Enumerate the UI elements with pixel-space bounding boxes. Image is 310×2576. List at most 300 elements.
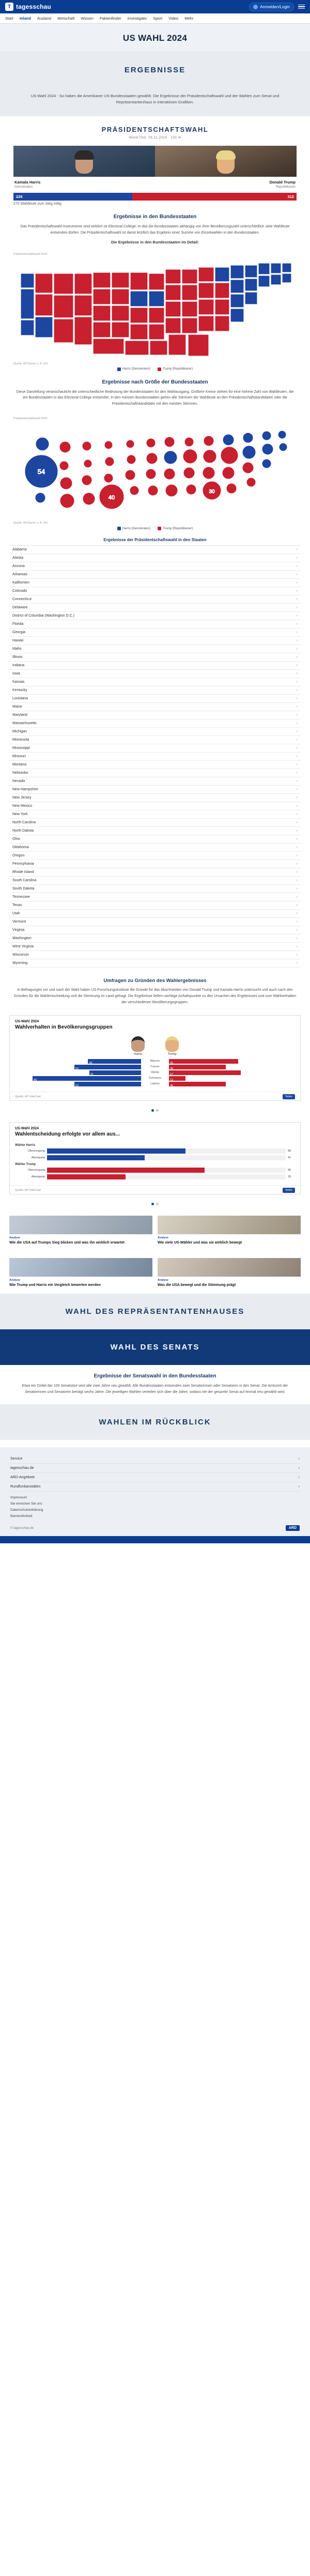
chart1-bar-trump: 45 [169, 1065, 226, 1069]
chart1-bar-trump: 13 [169, 1076, 185, 1081]
state-row[interactable] [9, 926, 301, 934]
state-label: District of Columbia (Washington D.C.) [12, 614, 74, 618]
chevron-down-icon: › [296, 738, 298, 742]
carousel-dots-2[interactable] [0, 1201, 310, 1209]
chart1-category-label: Weiße [151, 1071, 159, 1075]
bubble-title: Ergebnisse nach Größe der Bundesstaaten [102, 379, 208, 385]
president-subtitle: WAHLTAG: 05.11.2024 · 100 % [129, 135, 181, 140]
state-label: Kansas [12, 680, 25, 684]
state-row[interactable] [9, 653, 301, 662]
senate-block-text: Etwa ein Drittel der 100 Senatsitze wird alle zwei Jahre neu gewählt. Alle Bundesstaaten entsenden zwei Senatorinnen oder Senatoren in den Senat. Die Amtszeit der Senatorinnen und Senatoren beträgt sechs Jahre. Die jeweiligen Wahlen verteilen sich über die Jahre, sodass nie der gesamte Senat auf einmal neu gewählt wird. [22, 1384, 288, 1394]
chevron-down-icon: › [296, 589, 298, 593]
state-row[interactable] [9, 810, 301, 819]
chart1-candidate-heads [15, 1036, 295, 1056]
chart2-value: 41 [288, 1156, 291, 1159]
teaser-0-image [9, 1216, 152, 1234]
chart-card-groups [9, 1015, 301, 1101]
chart-card-motivation [9, 1122, 301, 1194]
legend-trump: Trump (Republikaner) [158, 367, 193, 371]
state-row[interactable] [9, 794, 301, 802]
chart1-footer [10, 1092, 300, 1100]
state-row[interactable] [9, 893, 301, 901]
teaser-0[interactable] [9, 1216, 152, 1246]
teaser-1-image [158, 1216, 301, 1234]
teaser-3-image [158, 1258, 301, 1277]
chevron-down-icon: › [296, 606, 298, 610]
nav-item-1[interactable]: Inland [19, 16, 31, 21]
svg-text:54: 54 [37, 468, 45, 476]
state-label: Louisiana [12, 697, 28, 701]
chart1-category-label: Schwarze [148, 1077, 162, 1080]
chart2-bar [47, 1174, 126, 1179]
footer-section-label: ARD-Angebote [10, 1476, 35, 1480]
chart1-bar-harris: 42 [88, 1059, 141, 1064]
bubble-legend-harris: Harris (Demokraten) [117, 527, 150, 530]
chevron-down-icon: › [296, 639, 298, 643]
state-row[interactable] [9, 719, 301, 728]
state-label: Idaho [12, 647, 22, 651]
states-accordion [9, 545, 301, 968]
chevron-down-icon: › [296, 631, 298, 635]
state-row[interactable] [9, 620, 301, 628]
state-row[interactable] [9, 670, 301, 678]
chart2-value: 33 [288, 1175, 291, 1178]
state-label: Kalifornien [12, 581, 30, 585]
teaser-2-tag: Analyse [9, 1278, 21, 1282]
us-state-map[interactable] [9, 258, 301, 361]
state-row[interactable] [9, 777, 301, 786]
teaser-2-title: Wie Trump und Harris ein Vergleich bewerten werden [9, 1283, 101, 1287]
footer-links [9, 1492, 301, 1520]
state-label: Montana [12, 763, 27, 767]
state-row[interactable] [9, 604, 301, 612]
house-banner [0, 1294, 310, 1329]
chevron-down-icon: › [296, 771, 298, 775]
chart2-row [15, 1148, 295, 1154]
chevron-down-icon: › [296, 655, 298, 660]
chart1-bar-harris: 53 [74, 1065, 141, 1069]
state-row[interactable] [9, 761, 301, 769]
state-row[interactable] [9, 943, 301, 951]
chevron-down-icon: › [296, 672, 298, 676]
state-label: Minnesota [12, 738, 29, 742]
top-bar [0, 0, 310, 13]
chevron-down-icon: › [296, 912, 298, 916]
state-row[interactable] [9, 753, 301, 761]
state-label: Utah [12, 912, 20, 916]
main-nav [0, 13, 310, 24]
chevron-down-icon: › [296, 713, 298, 717]
hero-title-band [0, 24, 310, 52]
chevron-down-icon: › [296, 829, 298, 833]
chevron-down-icon: › [298, 1476, 300, 1480]
chevron-down-icon: › [298, 1457, 300, 1461]
state-label: New Mexico [12, 804, 33, 808]
state-row[interactable] [9, 662, 301, 670]
bubble-paragraph-0: Diese Darstellung veranschaulicht die unterschiedliche Bedeutung der Bundesstaaten für den Wahlausgang. Größere Kreise stehen für eine höhere Zahl von Wahlleuten, die ein Bundesstaaten in das Electoral College entsendet. In den meisten Bundesstaaten gehen alle Stimmen der Wahlleute an den Präsidentschaftskandidaten oder die Präsidentschaftskandidatin mit den meisten Stimmen. [16, 390, 294, 406]
chart1-row [15, 1065, 295, 1069]
state-label: Massachusetts [12, 722, 37, 726]
chart1-row [15, 1076, 295, 1081]
state-label: Pennsylvania [12, 862, 34, 866]
teaser-0-tag: Analyse [9, 1236, 21, 1239]
state-label: Florida [12, 622, 24, 626]
chevron-down-icon: › [296, 887, 298, 891]
state-label: Kentucky [12, 688, 27, 693]
state-row[interactable] [9, 885, 301, 893]
chevron-down-icon: › [296, 746, 298, 750]
nav-item-4[interactable]: Wissen [81, 16, 94, 21]
nav-item-8[interactable]: Video [168, 16, 179, 21]
bubble-block [0, 371, 310, 417]
candidate-harris-photo [13, 146, 155, 177]
state-row[interactable] [9, 918, 301, 926]
chart2-row [15, 1168, 295, 1173]
state-label: Georgia [12, 631, 25, 635]
chart1-head-trump: Trump [165, 1036, 179, 1056]
map-source: Quelle: AP/Stand: o. A. Uhr [13, 362, 48, 365]
state-row[interactable] [9, 736, 301, 744]
state-label: Tennessee [12, 895, 30, 899]
menu-icon[interactable] [298, 5, 305, 9]
results-banner [0, 52, 310, 88]
chevron-down-icon: › [296, 755, 298, 759]
ev-bar-trump: 312 [132, 193, 297, 201]
state-row[interactable] [9, 769, 301, 777]
chevron-down-icon: › [296, 730, 298, 734]
candidate-harris [13, 146, 155, 189]
chevron-down-icon: › [296, 879, 298, 883]
footer-section-label: Service [10, 1457, 23, 1461]
chart2-footer [10, 1185, 300, 1194]
state-label: Texas [12, 903, 22, 908]
login-button[interactable] [249, 3, 294, 11]
state-row[interactable] [9, 562, 301, 571]
chevron-down-icon: › [296, 548, 298, 552]
chart2-row [15, 1174, 295, 1179]
chevron-down-icon: › [296, 903, 298, 908]
state-label: Delaware [12, 606, 28, 610]
teaser-0-title: Wie die USA auf Trumps Sieg blicken und was ihn wirklich erwartet [9, 1240, 125, 1245]
legend-harris: Harris (Demokraten) [117, 367, 150, 371]
state-row[interactable] [9, 934, 301, 943]
map-paragraph-0: Das Präsidentschaftswahl-Instrumente sind wirklich ist Electoral College. In das die Bundesstaaten abhängig von ihrer Bevölkerungszahl unterschiedlich viele Wahlleute entsenden dürfen. Die Präsidentschaftswahl ist damit letztlich das Ergebnis einer Summe von Einzelwahlen in den Bundesstaaten. [20, 224, 290, 235]
chevron-down-icon: › [296, 763, 298, 767]
state-label: New Jersey [12, 796, 32, 800]
chevron-down-icon: › [296, 796, 298, 800]
chevron-down-icon: › [296, 697, 298, 701]
svg-text:30: 30 [209, 489, 215, 495]
nav-item-9[interactable]: Mehr [184, 16, 194, 21]
state-label: New Hampshire [12, 788, 38, 792]
teaser-3-title: Was die USA bewegt und die Stimmung prägt [158, 1283, 236, 1287]
results-banner-title: ERGEBNISSE [124, 66, 186, 74]
state-row[interactable] [9, 901, 301, 910]
state-label: Maine [12, 705, 23, 709]
state-label: Colorado [12, 589, 27, 593]
teaser-row-2 [0, 1252, 310, 1294]
chart2-row [15, 1155, 295, 1160]
retrospect-banner [0, 1404, 310, 1440]
chart1-share-button[interactable]: Teilen [283, 1094, 295, 1099]
chevron-down-icon: › [296, 812, 298, 817]
retrospect-banner-title: WAHLEN IM RÜCKBLICK [99, 1418, 211, 1427]
bubble-legend [0, 527, 310, 530]
state-row[interactable] [9, 686, 301, 695]
state-label: Arkansas [12, 573, 28, 577]
state-label: Oregon [12, 854, 25, 858]
footer-link[interactable]: Barrierefreiheit [10, 1514, 33, 1519]
map-title: Ergebnisse in den Bundesstaaten [113, 213, 197, 220]
candidate-trump-party: Republikaner [275, 185, 296, 189]
footer [0, 1447, 310, 1536]
map-chart-caption: Präsidentschaftswahl 2024 [13, 252, 48, 256]
footer-link[interactable]: Sie erreichen Sie uns [10, 1502, 42, 1506]
nav-item-0[interactable]: Start [5, 16, 13, 21]
chart1-row [15, 1059, 295, 1064]
chart1-kicker: US-Wahl 2024 [15, 1019, 39, 1023]
footer-section-row[interactable] [9, 1473, 301, 1482]
chart1-bar-trump: 55 [169, 1059, 238, 1064]
chart2-bars [15, 1144, 295, 1179]
chart1-category-label: Latinos [150, 1082, 160, 1086]
chevron-down-icon: › [296, 779, 298, 784]
state-row[interactable] [9, 852, 301, 860]
state-label: Oklahoma [12, 846, 29, 850]
state-row[interactable] [9, 877, 301, 885]
state-row[interactable] [9, 703, 301, 711]
state-row[interactable] [9, 678, 301, 686]
state-label: New York [12, 812, 28, 817]
footer-link[interactable]: Datenschutzerklärung [10, 1508, 43, 1512]
nav-item-7[interactable]: Sport [153, 16, 163, 21]
state-label: Ohio [12, 837, 20, 841]
state-row[interactable] [9, 628, 301, 637]
chevron-down-icon: › [296, 705, 298, 709]
chevron-down-icon: › [296, 928, 298, 932]
state-row[interactable] [9, 744, 301, 753]
chart2-source: Quelle: AP VoteCast [15, 1188, 41, 1192]
state-label: West Virginia [12, 945, 34, 949]
chevron-down-icon: › [296, 920, 298, 924]
chevron-down-icon: › [296, 837, 298, 841]
chart2-group-label: Wähler Harris [15, 1143, 36, 1147]
teaser-1-title: Wie viele US-Wähler und was sie wirklich bewegt [158, 1240, 242, 1245]
bubble-chart-caption: Präsidentschaftswahl 2024 [13, 417, 48, 421]
state-label: Washington [12, 937, 32, 941]
senate-block-title: Ergebnisse der Senatswahl in den Bundesstaaten [94, 1373, 216, 1379]
electoral-vote-bar [13, 193, 297, 201]
state-row[interactable] [9, 819, 301, 827]
map-legend [0, 367, 310, 371]
chevron-down-icon: › [296, 722, 298, 726]
chevron-down-icon: › [296, 961, 298, 965]
chevron-down-icon: › [296, 953, 298, 957]
chart2-bar [47, 1168, 205, 1173]
footer-section-row[interactable] [9, 1464, 301, 1473]
candidate-trump-photo [155, 146, 297, 177]
bubble-legend-trump: Trump (Republikaner) [158, 527, 193, 530]
state-row[interactable] [9, 802, 301, 810]
state-label: Mississippi [12, 746, 30, 750]
footer-link[interactable]: Impressum [10, 1496, 27, 1500]
chevron-down-icon: › [296, 821, 298, 825]
state-row[interactable] [9, 695, 301, 703]
nav-item-5[interactable]: Faktenfinder [99, 16, 121, 21]
senate-banner-title: WAHL DES SENATS [110, 1343, 200, 1352]
state-label: South Carolina [12, 879, 37, 883]
footer-bottom [9, 1520, 301, 1531]
page-title: US WAHL 2024 [122, 33, 188, 43]
footer-section-label: Rundfunkanstalten [10, 1485, 41, 1489]
chart1-bar-harris: 53 [74, 1082, 141, 1086]
chart2-group-label: Wähler Trump [15, 1162, 36, 1166]
state-row[interactable] [9, 645, 301, 653]
state-label: Rhode Island [12, 870, 34, 875]
state-label: Illinois [12, 655, 23, 660]
state-label: South Dakota [12, 887, 35, 891]
chevron-down-icon: › [296, 804, 298, 808]
state-label: Virginia [12, 928, 25, 932]
chevron-down-icon: › [296, 597, 298, 602]
carousel-dots-1[interactable] [0, 1107, 310, 1116]
top-bar-right [249, 3, 305, 11]
surveys-head [0, 968, 310, 1009]
candidate-harris-party: Demokraten [14, 185, 33, 189]
map-block [0, 206, 310, 252]
teaser-1-tag: Analyse [158, 1236, 169, 1239]
state-row[interactable] [9, 546, 301, 554]
footer-section-row[interactable] [9, 1454, 301, 1464]
state-label: Alabama [12, 548, 27, 552]
state-label: Indiana [12, 664, 24, 668]
state-row[interactable] [9, 554, 301, 562]
state-row[interactable] [9, 951, 301, 959]
state-row[interactable] [9, 860, 301, 868]
us-bubble-map[interactable] [9, 422, 301, 520]
chevron-down-icon: › [296, 622, 298, 626]
state-row[interactable] [9, 910, 301, 918]
state-label: Maryland [12, 713, 27, 717]
surveys-text: In Befragungen vor und nach der Wahl haben US-Forschungsinstitute die Gründe für das Abschneiden von Donald Trump und Kamala Harris untersucht und auch nach den Gründen für die Wahlentscheidung und die Stimmung im Land gefragt. Die Ergebnisse liefern wichtige Anhaltspunkte zu den Ursachen des Ergebnisses und zum Wahlverhalten der verschiedenen Bevölkerungsgruppen. [13, 988, 297, 1004]
chart2-value: 66 [288, 1168, 291, 1172]
avatar [253, 5, 258, 9]
state-row[interactable] [9, 728, 301, 736]
state-label: Arizona [12, 564, 25, 569]
candidate-trump-name: Donald Trump [269, 179, 296, 185]
results-intro: US-Wahl 2024 - So haben die Amerikaner US-Bundesstaaten gewählt. Die Ergebnisse der Präsidentschaftswahl und der Wahlen zum Senat und Repräsentantenhaus in interaktiven Grafiken. [0, 88, 310, 116]
map-paragraph-1: Die Ergebnisse in den Bundesstaaten im Detail: [111, 239, 199, 244]
state-label: Connecticut [12, 597, 32, 602]
chart1-bar-trump: 57 [169, 1070, 241, 1075]
ev-bar-harris: 226 [13, 193, 132, 201]
president-title: PRÄSIDENTSCHAFTSWAHL [101, 125, 209, 133]
state-row[interactable] [9, 868, 301, 877]
state-row[interactable] [9, 786, 301, 794]
chevron-down-icon: › [296, 688, 298, 693]
brand-name: tagesschau [16, 3, 52, 10]
teaser-3[interactable] [158, 1258, 301, 1288]
senate-block [0, 1365, 310, 1404]
president-section-head [0, 116, 310, 146]
ev-needed-label: 270 Wahlleute zum Sieg nötig [13, 202, 61, 206]
chart2-title: Wahlentscheidung erfolgte vor allem aus... [15, 1131, 120, 1137]
chart2-category-label: Überzeugung [27, 1168, 45, 1172]
state-row[interactable] [9, 571, 301, 579]
electoral-needed [13, 202, 297, 206]
chevron-down-icon: › [296, 581, 298, 585]
state-row[interactable] [9, 579, 301, 587]
chevron-down-icon: › [296, 573, 298, 577]
chart1-category-label: Frauen [150, 1065, 160, 1069]
chart2-share-button[interactable]: Teilen [283, 1188, 295, 1193]
footer-section-label: tagesschau.de [10, 1466, 34, 1470]
chevron-down-icon: › [296, 788, 298, 792]
chart1-row [15, 1082, 295, 1086]
chart1-head-harris: Harris [131, 1036, 145, 1056]
state-row[interactable] [9, 844, 301, 852]
chevron-down-icon: › [298, 1466, 300, 1470]
state-label: North Dakota [12, 829, 34, 833]
chevron-down-icon: › [296, 614, 298, 618]
chart1-bar-trump: 45 [169, 1082, 226, 1086]
brand-logo[interactable] [5, 3, 51, 11]
chevron-down-icon: › [296, 647, 298, 651]
nav-item-2[interactable]: Ausland [37, 16, 52, 21]
candidate-row [0, 146, 310, 189]
house-banner-title: WAHL DES REPRÄSENTANTENHAUSES [65, 1307, 245, 1316]
state-row[interactable] [9, 637, 301, 645]
chart1-bar-harris: 41 [89, 1070, 141, 1075]
state-row[interactable] [9, 587, 301, 595]
state-row[interactable] [9, 595, 301, 604]
chevron-down-icon: › [296, 556, 298, 560]
footer-section-row[interactable] [9, 1482, 301, 1492]
state-label: Michigan [12, 730, 27, 734]
state-row[interactable] [9, 835, 301, 844]
nav-item-3[interactable]: Wirtschaft [57, 16, 75, 21]
nav-item-6[interactable]: Investigativ [127, 16, 147, 21]
login-label: Anmelden/Login [260, 4, 290, 9]
states-list-title: Ergebnisse der Präsidentschaftswahl in den Staaten [103, 538, 207, 543]
chevron-down-icon: › [296, 937, 298, 941]
chevron-down-icon: › [296, 680, 298, 684]
chevron-down-icon: › [296, 664, 298, 668]
state-label: North Carolina [12, 821, 36, 825]
state-row[interactable] [9, 959, 301, 968]
teaser-1[interactable] [158, 1216, 301, 1246]
chart1-bar-harris: 86 [33, 1076, 141, 1081]
ard-logo: ARD [286, 1525, 300, 1531]
chart2-category-label: Abneigung [31, 1175, 45, 1178]
state-row[interactable] [9, 827, 301, 835]
teaser-2[interactable] [9, 1258, 152, 1288]
chevron-down-icon: › [296, 862, 298, 866]
senate-banner [0, 1329, 310, 1365]
state-row[interactable] [9, 612, 301, 620]
chart1-bars [15, 1059, 295, 1086]
state-label: Vermont [12, 920, 26, 924]
chevron-down-icon: › [296, 564, 298, 569]
footer-color-bar [0, 1536, 310, 1543]
state-row[interactable] [9, 711, 301, 719]
state-label: Nebraska [12, 771, 28, 775]
chart2-bar [47, 1155, 145, 1160]
state-label: Wyoming [12, 961, 28, 965]
chart1-category-label: Männer [150, 1060, 160, 1063]
chart2-kicker: US-Wahl 2024 [15, 1126, 39, 1130]
state-label: Alaska [12, 556, 24, 560]
